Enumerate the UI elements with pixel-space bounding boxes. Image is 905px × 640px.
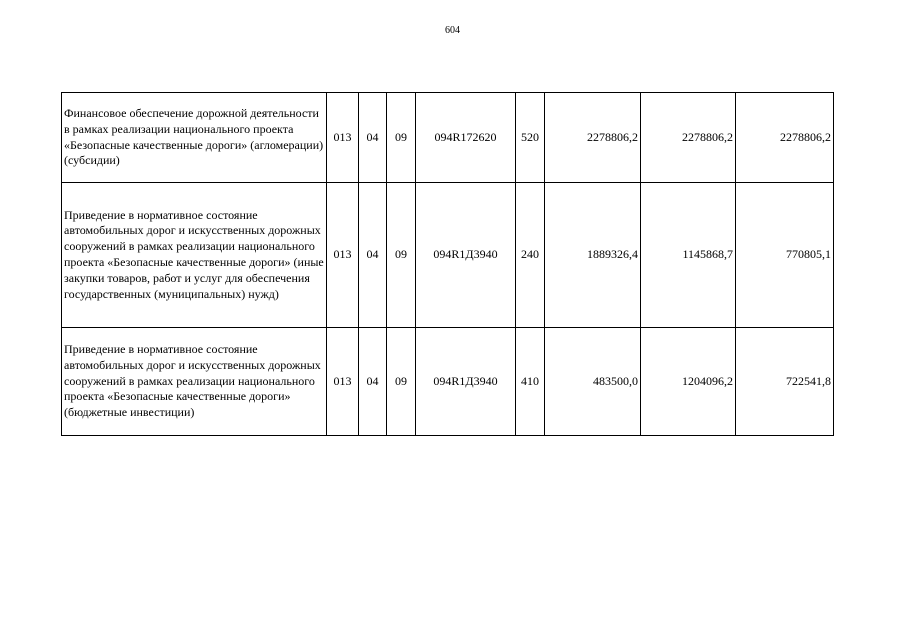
page-number: 604: [445, 25, 460, 36]
section-code: 04: [359, 183, 387, 328]
row-description: Приведение в нормативное состояние автомобильных дорог и искусственных дорожных сооружений в рамках реализации национального проекта «Безопасные качественные дороги» (бюджетные инвестиции): [62, 328, 327, 436]
ministry-code: 013: [327, 93, 359, 183]
amount-year-1: 2278806,2: [545, 93, 641, 183]
amount-year-3: 770805,1: [736, 183, 834, 328]
amount-year-2: 2278806,2: [641, 93, 736, 183]
target-article-code: 094R172620: [416, 93, 516, 183]
ministry-code: 013: [327, 183, 359, 328]
subsection-code: 09: [387, 183, 416, 328]
table-row: [62, 183, 834, 328]
expense-type-code: 520: [516, 93, 545, 183]
target-article-code: 094R1Д3940: [416, 183, 516, 328]
target-article-code: 094R1Д3940: [416, 328, 516, 436]
ministry-code: 013: [327, 328, 359, 436]
expense-type-code: 240: [516, 183, 545, 328]
section-code: 04: [359, 328, 387, 436]
amount-year-2: 1145868,7: [641, 183, 736, 328]
amount-year-2: 1204096,2: [641, 328, 736, 436]
table-row: [62, 93, 834, 183]
budget-table: [61, 92, 834, 436]
amount-year-3: 722541,8: [736, 328, 834, 436]
amount-year-3: 2278806,2: [736, 93, 834, 183]
row-description: Финансовое обеспечение дорожной деятельности в рамках реализации национального проекта «Безопасные качественные дороги» (агломерации) (субсидии): [62, 93, 327, 183]
subsection-code: 09: [387, 328, 416, 436]
section-code: 04: [359, 93, 387, 183]
subsection-code: 09: [387, 93, 416, 183]
amount-year-1: 1889326,4: [545, 183, 641, 328]
table-row: [62, 328, 834, 436]
expense-type-code: 410: [516, 328, 545, 436]
row-description: Приведение в нормативное состояние автомобильных дорог и искусственных дорожных сооружений в рамках реализации национального проекта «Безопасные качественные дороги» (иные закупки товаров, работ и услуг для обеспечения государственных (муниципальных) нужд): [62, 183, 327, 328]
amount-year-1: 483500,0: [545, 328, 641, 436]
